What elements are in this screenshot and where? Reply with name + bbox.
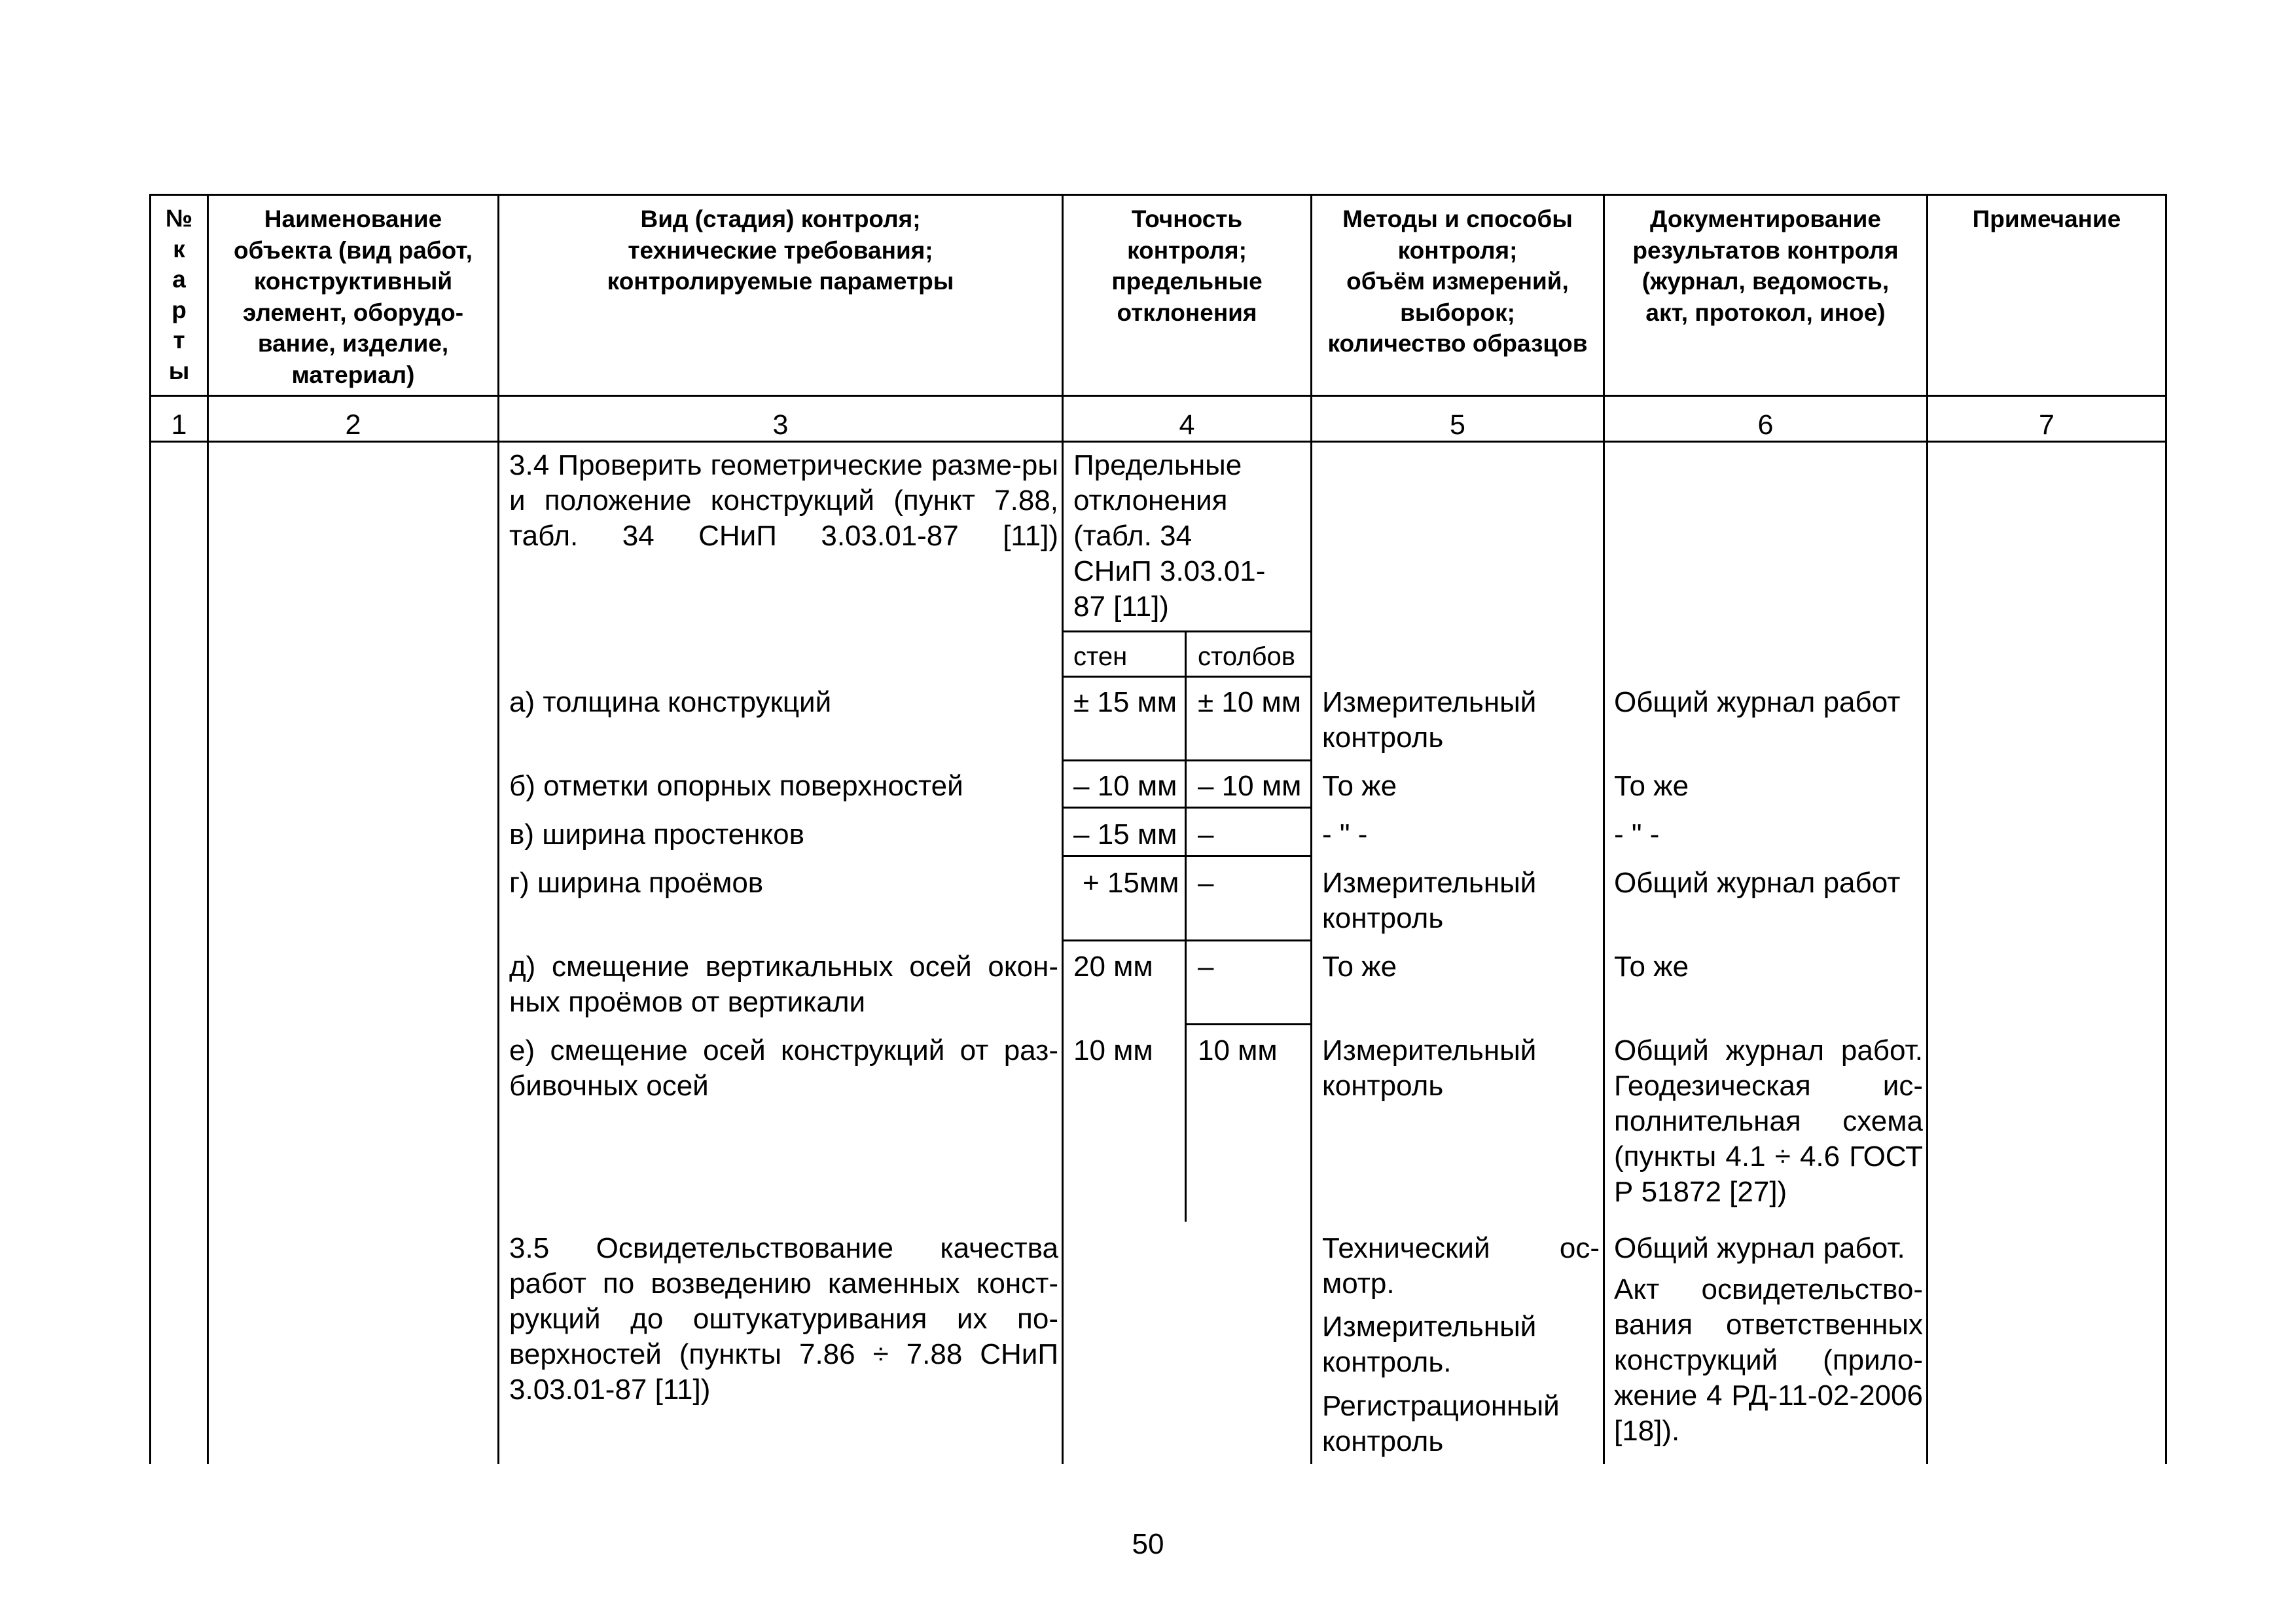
header-card-number: № к а р т ы xyxy=(165,205,193,384)
tolerance-walls-pier-width: – 15 мм xyxy=(1073,818,1177,850)
tolerance-header-line xyxy=(1062,630,1312,632)
table-border-right xyxy=(2165,194,2167,1464)
tolerance-row-line-d xyxy=(1062,939,1312,941)
column-number-7: 7 xyxy=(2039,409,2054,441)
doc-support-marks: То же xyxy=(1614,770,1689,802)
doc-axis-shift: Общий журнал работ. Геодезическая ис-полнительная схема (пункты 4.1 ÷ 4.6 ГОСТ Р 51872 [27]) xyxy=(1614,1034,1923,1208)
tolerance-row-line-b xyxy=(1062,807,1312,809)
tolerance-row-line-c xyxy=(1062,855,1312,857)
table-border-top xyxy=(149,194,2167,196)
method-3-5-measurement: Измерительный контроль. xyxy=(1322,1311,1537,1378)
tolerance-row-line-e xyxy=(1185,1023,1312,1025)
tolerance-columns-window-axis-shift: – xyxy=(1198,951,1214,983)
column-number-5: 5 xyxy=(1450,409,1465,441)
section-3-5-title: 3.5 Освидетельствование качества работ по возведению каменных конст-рукций до оштукатуривания их по-верхностей (пункты 7.86 ÷ 7.88 СНиП 3.03.01-87 [11]) xyxy=(509,1232,1058,1406)
column-number-1: 1 xyxy=(171,409,187,441)
param-opening-width: г) ширина проёмов xyxy=(509,867,764,899)
header-control-type: Вид (стадия) контроля; технические требования; контролируемые параметры xyxy=(607,206,954,295)
param-axis-shift: е) смещение осей конструкций от раз-бивочных осей xyxy=(509,1034,1058,1102)
header-documentation: Документирование результатов контроля (журнал, ведомость, акт, протокол, иное) xyxy=(1632,206,1899,326)
doc-thickness: Общий журнал работ xyxy=(1614,686,1901,718)
method-3-5-registration: Регистрационный контроль xyxy=(1322,1390,1560,1457)
tolerance-columns-pier-width: – xyxy=(1198,818,1214,850)
tolerance-walls-window-axis-shift: 20 мм xyxy=(1073,951,1153,983)
header-note: Примечание xyxy=(1972,206,2121,232)
method-3-5-inspection: Технический ос-мотр. xyxy=(1322,1232,1600,1300)
tolerance-header: Предельные отклонения (табл. 34 СНиП 3.03.01- 87 [11]) xyxy=(1073,449,1266,623)
header-accuracy: Точность контроля; предельные отклонения xyxy=(1111,206,1263,326)
tolerance-sub-columns: столбов xyxy=(1198,642,1295,671)
table-divider-6 xyxy=(1926,194,1928,1464)
tolerance-columns-support-marks: – 10 мм xyxy=(1198,770,1302,802)
tolerance-columns-thickness: ± 10 мм xyxy=(1198,686,1302,718)
method-thickness: Измерительный контроль xyxy=(1322,686,1537,754)
table-divider-4 xyxy=(1310,194,1312,1464)
column-number-3: 3 xyxy=(772,409,789,441)
method-axis-shift: Измерительный контроль xyxy=(1322,1034,1537,1102)
method-opening-width: Измерительный контроль xyxy=(1322,867,1537,934)
page-number: 50 xyxy=(1132,1528,1164,1560)
method-window-axis-shift: То же xyxy=(1322,951,1397,983)
param-pier-width: в) ширина простенков xyxy=(509,818,804,850)
tolerance-subheader-line xyxy=(1062,676,1312,678)
tolerance-walls-support-marks: – 10 мм xyxy=(1073,770,1177,802)
param-thickness: а) толщина конструкций xyxy=(509,686,832,718)
doc-pier-width: - " - xyxy=(1614,818,1660,850)
column-number-4: 4 xyxy=(1179,409,1195,441)
column-number-6: 6 xyxy=(1757,409,1774,441)
doc-3-5-journal: Общий журнал работ. xyxy=(1614,1232,1905,1264)
tolerance-sub-walls: стен xyxy=(1073,642,1128,671)
tolerance-row-line-a xyxy=(1062,759,1312,761)
table-divider-3 xyxy=(1062,194,1064,1464)
header-bottom-line xyxy=(149,395,2167,397)
header-methods: Методы и способы контроля; объём измерений, выборок; количество образцов xyxy=(1327,206,1588,357)
tolerance-walls-axis-shift: 10 мм xyxy=(1073,1034,1153,1067)
doc-opening-width: Общий журнал работ xyxy=(1614,867,1901,899)
table-divider-5 xyxy=(1603,194,1605,1464)
method-support-marks: То же xyxy=(1322,770,1397,802)
tolerance-columns-axis-shift: 10 мм xyxy=(1198,1034,1278,1067)
param-window-axis-shift: д) смещение вертикальных осей окон-ных проёмов от вертикали xyxy=(509,951,1058,1018)
tolerance-walls-opening-width: + 15мм xyxy=(1083,867,1179,899)
section-3-4-title: 3.4 Проверить геометрические разме-ры и положение конструкций (пункт 7.88, табл. 34 СНиП 3.03.01-87 [11]) xyxy=(509,449,1058,552)
table-divider-2 xyxy=(497,194,499,1464)
column-numbers-bottom-line xyxy=(149,441,2167,443)
doc-window-axis-shift: То же xyxy=(1614,951,1689,983)
tolerance-columns-opening-width: – xyxy=(1198,867,1214,899)
doc-3-5-act: Акт освидетельство-вания ответственных конструкций (прило-жение 4 РД-11-02-2006 [18]). xyxy=(1614,1273,1923,1447)
method-pier-width: - " - xyxy=(1322,818,1368,850)
tolerance-subcolumn-divider xyxy=(1185,630,1187,1222)
tolerance-walls-thickness: ± 15 мм xyxy=(1073,686,1177,718)
param-support-marks: б) отметки опорных поверхностей xyxy=(509,770,963,802)
column-number-2: 2 xyxy=(345,409,361,441)
header-object-name: Наименование объекта (вид работ, конструктивный элемент, оборудо- вание, изделие, материал) xyxy=(234,206,473,388)
